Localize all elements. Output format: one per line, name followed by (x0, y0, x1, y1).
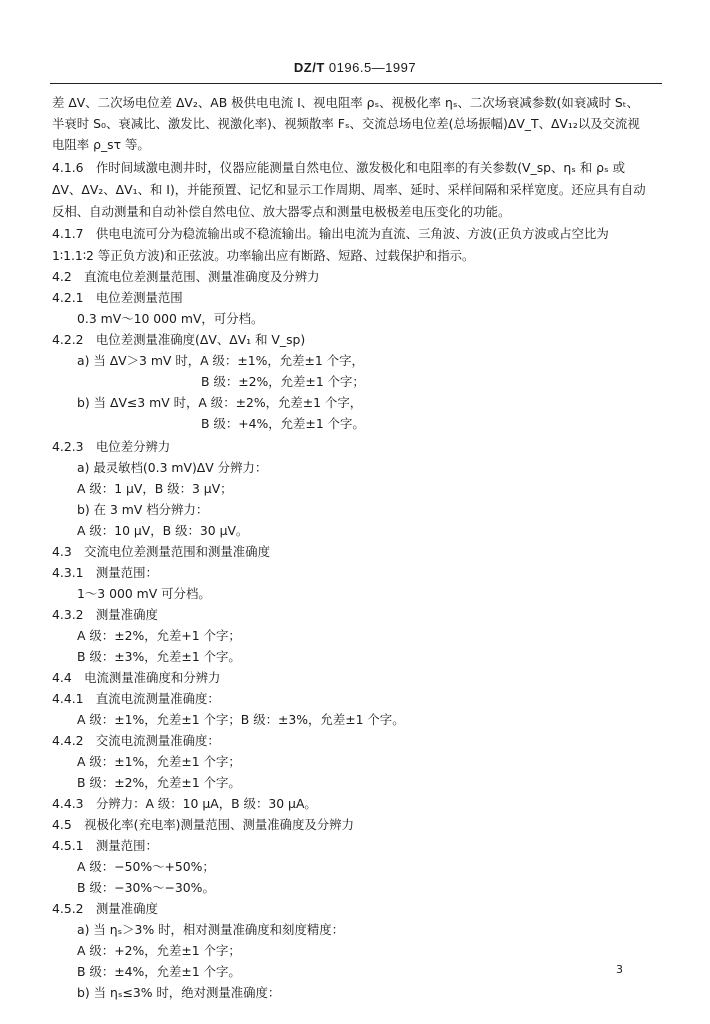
text-line: 1～3 000 mV 可分档。 (77, 586, 211, 601)
text-line: B 级：+4%，允差±1 个字。 (201, 416, 365, 431)
standard-header (0, 60, 710, 75)
text-line: 4.2.1 电位差测量范围 (52, 290, 183, 305)
text-line: 4.2.3 电位差分辨力 (52, 439, 171, 454)
text-line: a) 当 ΔV＞3 mV 时，A 级：±1%，允差±1 个字， (77, 353, 364, 368)
text-line: 电阻率 ρ_sτ 等。 (52, 137, 150, 152)
text-line: B 级：±3%，允差±1 个字。 (77, 649, 241, 664)
text-line: 4.3.1 测量范围： (52, 565, 158, 580)
text-line: A 级：+2%，允差±1 个字； (77, 943, 241, 958)
page-number: 3 (616, 963, 623, 976)
text-line: 差 ΔV、二次场电位差 ΔV₂、AB 极供电电流 I、视电阻率 ρₛ、视极化率 ηₛ、二次场衰减参数(如衰减时 Sₜ、 (52, 95, 639, 110)
header-rule (50, 83, 662, 84)
text-line: B 级：±4%，允差±1 个字。 (77, 964, 241, 979)
text-line: B 级：−30%～−30%。 (77, 880, 215, 895)
text-line: ΔV、ΔV₂、ΔV₁、和 I)，并能预置、记忆和显示工作周期、周率、延时、采样间隔和采样宽度。还应具有自动 (52, 182, 646, 197)
text-line: 4.5 视极化率(充电率)测量范围、测量准确度及分辨力 (52, 817, 354, 832)
text-line: 4.5.1 测量范围： (52, 838, 158, 853)
text-line: 4.2 直流电位差测量范围、测量准确度及分辨力 (52, 269, 320, 284)
text-line: a) 最灵敏档(0.3 mV)ΔV 分辨力： (77, 460, 268, 475)
text-line: 反相、自动测量和自动补偿自然电位、放大器零点和测量电极极差电压变化的功能。 (52, 204, 511, 219)
text-line: 4.2.2 电位差测量准确度(ΔV、ΔV₁ 和 V_sp) (52, 332, 306, 347)
text-line: 半衰时 S₀、衰减比、激发比、视激化率)、视频散率 Fₛ、交流总场电位差(总场振幅)ΔV_T、ΔV₁₂以及交流视 (52, 116, 640, 131)
text-line: B 级：±2%，允差±1 个字； (201, 374, 365, 389)
text-line: b) 当 ηₛ≤3% 时，绝对测量准确度： (77, 985, 281, 1000)
text-line: B 级：±2%，允差±1 个字。 (77, 775, 241, 790)
text-line: 4.5.2 测量准确度 (52, 901, 158, 916)
text-line: A 级：−50%～+50%； (77, 859, 215, 874)
text-line: A 级：±1%，允差±1 个字； (77, 754, 241, 769)
text-line: A 级：1 μV，B 级：3 μV； (77, 481, 233, 496)
text-line: 0.3 mV～10 000 mV，可分档。 (77, 311, 264, 326)
text-line: A 级：±1%，允差±1 个字；B 级：±3%，允差±1 个字。 (77, 712, 405, 727)
text-line: 1∶1.1∶2 等正负方波)和正弦波。功率输出应有断路、短路、过载保护和指示。 (52, 248, 475, 263)
text-line: b) 当 ΔV≤3 mV 时，A 级：±2%，允差±1 个字， (77, 395, 363, 410)
text-line: A 级：10 μV，B 级：30 μV。 (77, 523, 249, 538)
standard-code: DZ/T (293, 60, 325, 75)
standard-number: 0196.5—1997 (328, 60, 417, 75)
text-line: 4.1.7 供电电流可分为稳流输出或不稳流输出。输出电流为直流、三角波、方波(正负方波或占空比为 (52, 226, 609, 241)
text-line: b) 在 3 mV 档分辨力： (77, 502, 209, 517)
text-line: A 级：±2%，允差+1 个字； (77, 628, 241, 643)
text-line: 4.3 交流电位差测量范围和测量准确度 (52, 544, 270, 559)
text-line: a) 当 ηₛ＞3% 时，相对测量准确度和刻度精度： (77, 922, 345, 937)
text-line: 4.4.2 交流电流测量准确度： (52, 733, 220, 748)
text-line: 4.4.1 直流电流测量准确度： (52, 691, 220, 706)
text-line: 4.4.3 分辨力：A 级：10 μA，B 级：30 μA。 (52, 796, 317, 811)
text-line: 4.3.2 测量准确度 (52, 607, 158, 622)
text-line: 4.4 电流测量准确度和分辨力 (52, 670, 221, 685)
text-line: 4.1.6 作时间域激电测井时，仪器应能测量自然电位、激发极化和电阻率的有关参数(V_sp、ηₛ 和 ρₛ 或 (52, 160, 625, 175)
